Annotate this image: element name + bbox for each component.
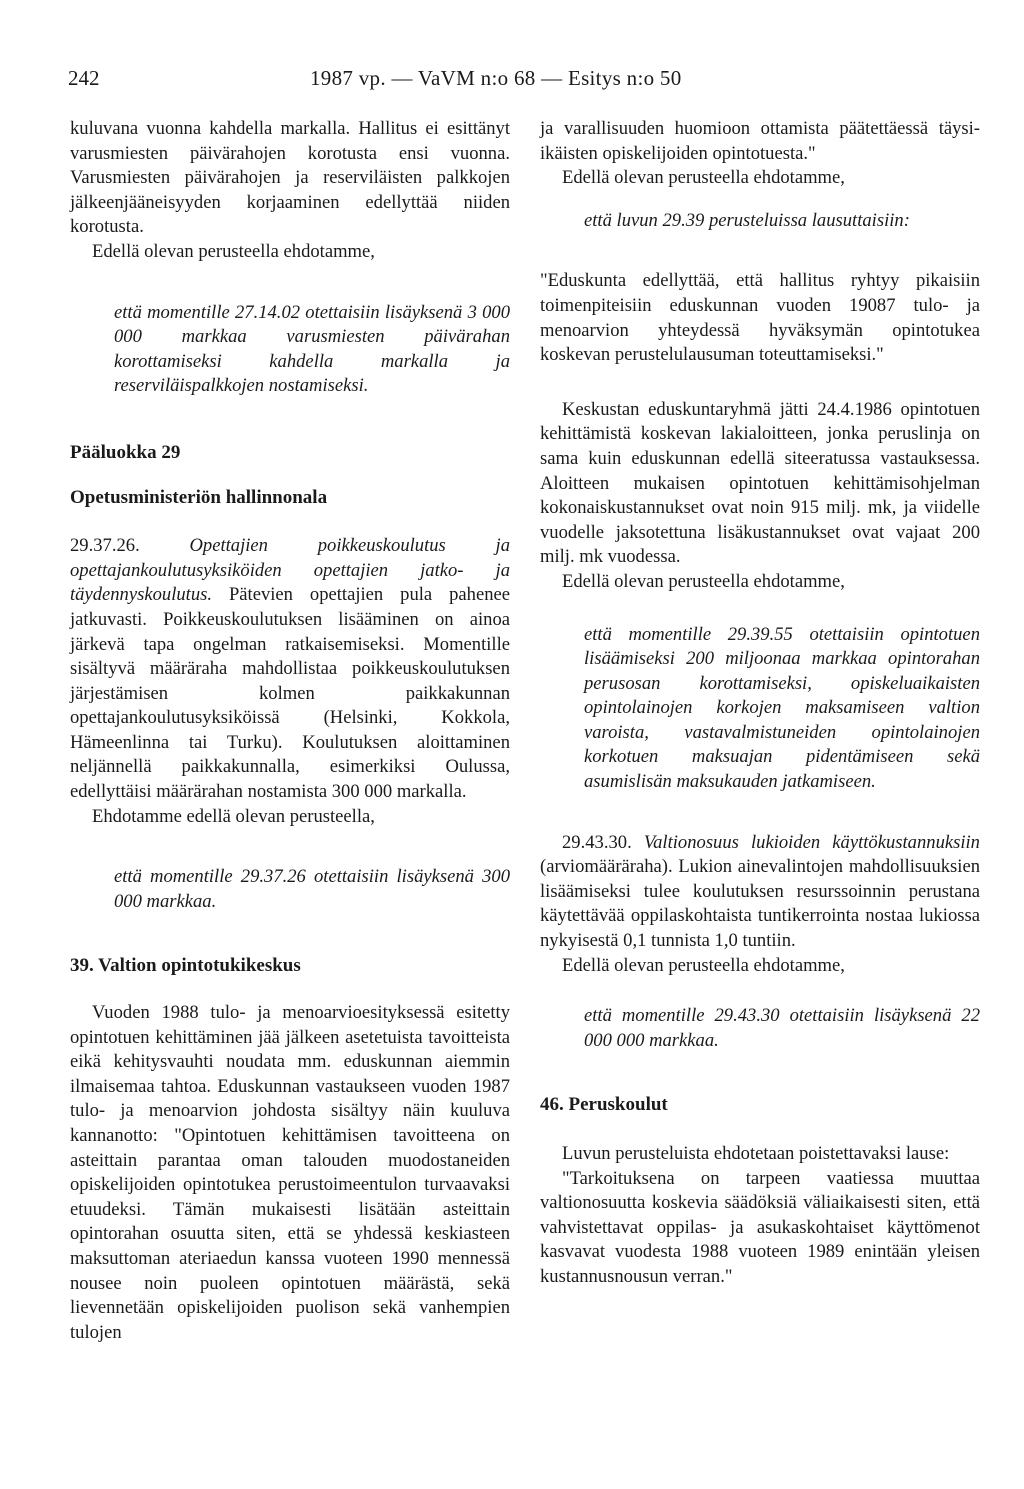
- proposal: että momentille 29.43.30 otettaisiin lisäyksenä 22 000 000 markkaa.: [584, 1005, 980, 1051]
- running-header: 1987 vp. — VaVM n:o 68 — Esitys n:o 50: [310, 66, 682, 90]
- item-body: Pätevien opettajien pula pahenee jatkuvasti. Poikkeuskoulutuksen lisääminen on ainoa järkevä tapa ongelman ratkaisemiseksi. Momentille sisältyvä määräraha mahdollistaa poikkeuskoulutuksen järjestämisen kolmen paikkakunnan opettajankoulutusyksiköissä (Helsinki, Kokkola, Hämeenlinna tai Turku). Koulutuksen aloittaminen neljännellä paikkakunnalla, esimerkiksi Oulussa, edellyttäisi määrärahan nostamista 300 000 markalla.: [70, 584, 510, 803]
- section-heading: Pääluokka 29: [70, 441, 181, 463]
- quote: "Eduskunta edellyttää, että hallitus ryhtyy pikaisiin toimenpiteisiin eduskunnan vuoden 19087 tulo- ja menoarvion yhteydessä hyväksymän opintotukea koskevan perustelulausuman toteuttamiseksi.": [540, 270, 980, 366]
- quote: "Tarkoituksena on tarpeen vaatiessa muuttaa valtionosuutta koskevia säädöksiä väliaikaisesti siten, että vahvistettavat oppilas- ja asukaskohtaiset käyttömenot kasvavat vuodesta 1988 vuoteen 1989 enintään yleisen kustannusnousun verran.": [540, 1167, 980, 1287]
- paragraph: Edellä olevan perusteella ehdotamme,: [562, 167, 845, 189]
- paragraph: Luvun perusteluista ehdotetaan poistettavaksi lause:: [562, 1143, 950, 1164]
- paragraph: Vuoden 1988 tulo- ja menoarvioesityksessä esitetty opintotuen kehittäminen jää jälkeen asetetuista tavoitteista eikä kehitysvauhti noudata mm. eduskunnan aiemmin ilmaisemaa tahtoa. Eduskunnan vastaukseen vuoden 1987 tulo- ja menoarvion johdosta sisältyy näin kuuluva kannanotto: "Opintotuen kehittämisen tavoitteena on asteittain parantaa oman talouden muodostaneiden opiskelijoiden opintotukea perustoimeentulon turvaavaksi etuudeksi. Tämän mukaisesti lisätään asteittain opintorahan osuutta siten, että se yhdessä keskiasteen maksuttoman ateriaedun kanssa vuoteen 1990 mennessä nousee noin puoleen opintotuen määrästä, sekä lievennetään opiskelijoiden puolison sekä vanhempien tulojen: [70, 1002, 510, 1343]
- section-heading: 46. Peruskoulut: [540, 1094, 668, 1116]
- right-column: [540, 117, 980, 1290]
- paragraph: kuluvana vuonna kahdella markalla. Hallitus ei esittänyt varusmiesten päivärahojen korotusta ensi vuonna. Varusmiesten päivärahojen ja reserviläisten palkkojen jälkeenjääneisyyden korjaaminen edellyttää niiden korotusta.: [70, 118, 510, 238]
- section-heading: 39. Valtion opintotukikeskus: [70, 955, 301, 977]
- item-title: Valtionosuus lukioiden käyttökustannuksiin: [643, 831, 980, 853]
- paragraph: ja varallisuuden huomioon ottamista päätettäessä täysi-ikäisten opiskelijoiden opintotuesta.": [540, 118, 980, 164]
- item-number: 29.37.26.: [70, 535, 140, 557]
- proposal: että momentille 29.39.55 otettaisiin opintotuen lisäämiseksi 200 miljoonaa markkaa opintorahan perusosan korottamiseksi, opiskeluaikaisten opintolainojen korkojen maksamiseen valtion varoista, vastavalmistuneiden opintolainojen korkotuen maksuajan pidentämiseen sekä asumislisän maksukauden jatkamiseen.: [584, 623, 980, 793]
- proposal: että momentille 27.14.02 otettaisiin lisäyksenä 3 000 000 markkaa varusmiesten päivärahan korottamiseksi kahdella markalla ja reserviläispalkkojen nostamiseksi.: [114, 301, 510, 397]
- page-number: 242: [68, 66, 100, 90]
- paragraph: Edellä olevan perusteella ehdotamme,: [562, 570, 845, 592]
- left-column: [70, 117, 510, 1345]
- paragraph: Ehdotamme edellä olevan perusteella,: [92, 805, 375, 827]
- paragraph: Edellä olevan perusteella ehdotamme,: [92, 240, 375, 262]
- paragraph: [540, 831, 980, 954]
- paragraph: [70, 534, 510, 805]
- item-title: Opettajien poikkeuskoulutus ja opettajankoulutusyksiköiden opettajien jatko- ja täydennyskoulutus.: [70, 535, 510, 606]
- proposal: että momentille 29.37.26 otettaisiin lisäyksenä 300 000 markkaa.: [114, 866, 510, 912]
- section-heading: Opetusministeriön hallinnonala: [70, 486, 328, 508]
- item-number: 29.43.30.: [562, 831, 632, 853]
- paragraph: Edellä olevan perusteella ehdotamme,: [562, 954, 845, 976]
- proposal: että luvun 29.39 perusteluissa lausuttaisiin:: [584, 209, 910, 231]
- item-body: (arviomääräraha). Lukion ainevalintojen mahdollisuuksien lisäämiseksi tulee koulutuksen resurssoinnin perustana käytettävää oppilaskohtaista tuntikerrointa nostaa lukiossa nykyisestä 0,1 tunnista 1,0 tuntiin.: [540, 856, 980, 952]
- paragraph: Keskustan eduskuntaryhmä jätti 24.4.1986 opintotuen kehittämistä koskevan lakialoitteen, jonka peruslinja on sama kuin eduskunnan edellä siteeratussa vastauksessa. Aloitteen mukaisen opintotuen kehittämisohjelman kokonaiskustannukset ovat noin 915 milj. mk, ja viidelle vuodelle jaksotettuna lisäkustannukset ovat vajaat 200 milj. mk vuodessa.: [540, 398, 980, 568]
